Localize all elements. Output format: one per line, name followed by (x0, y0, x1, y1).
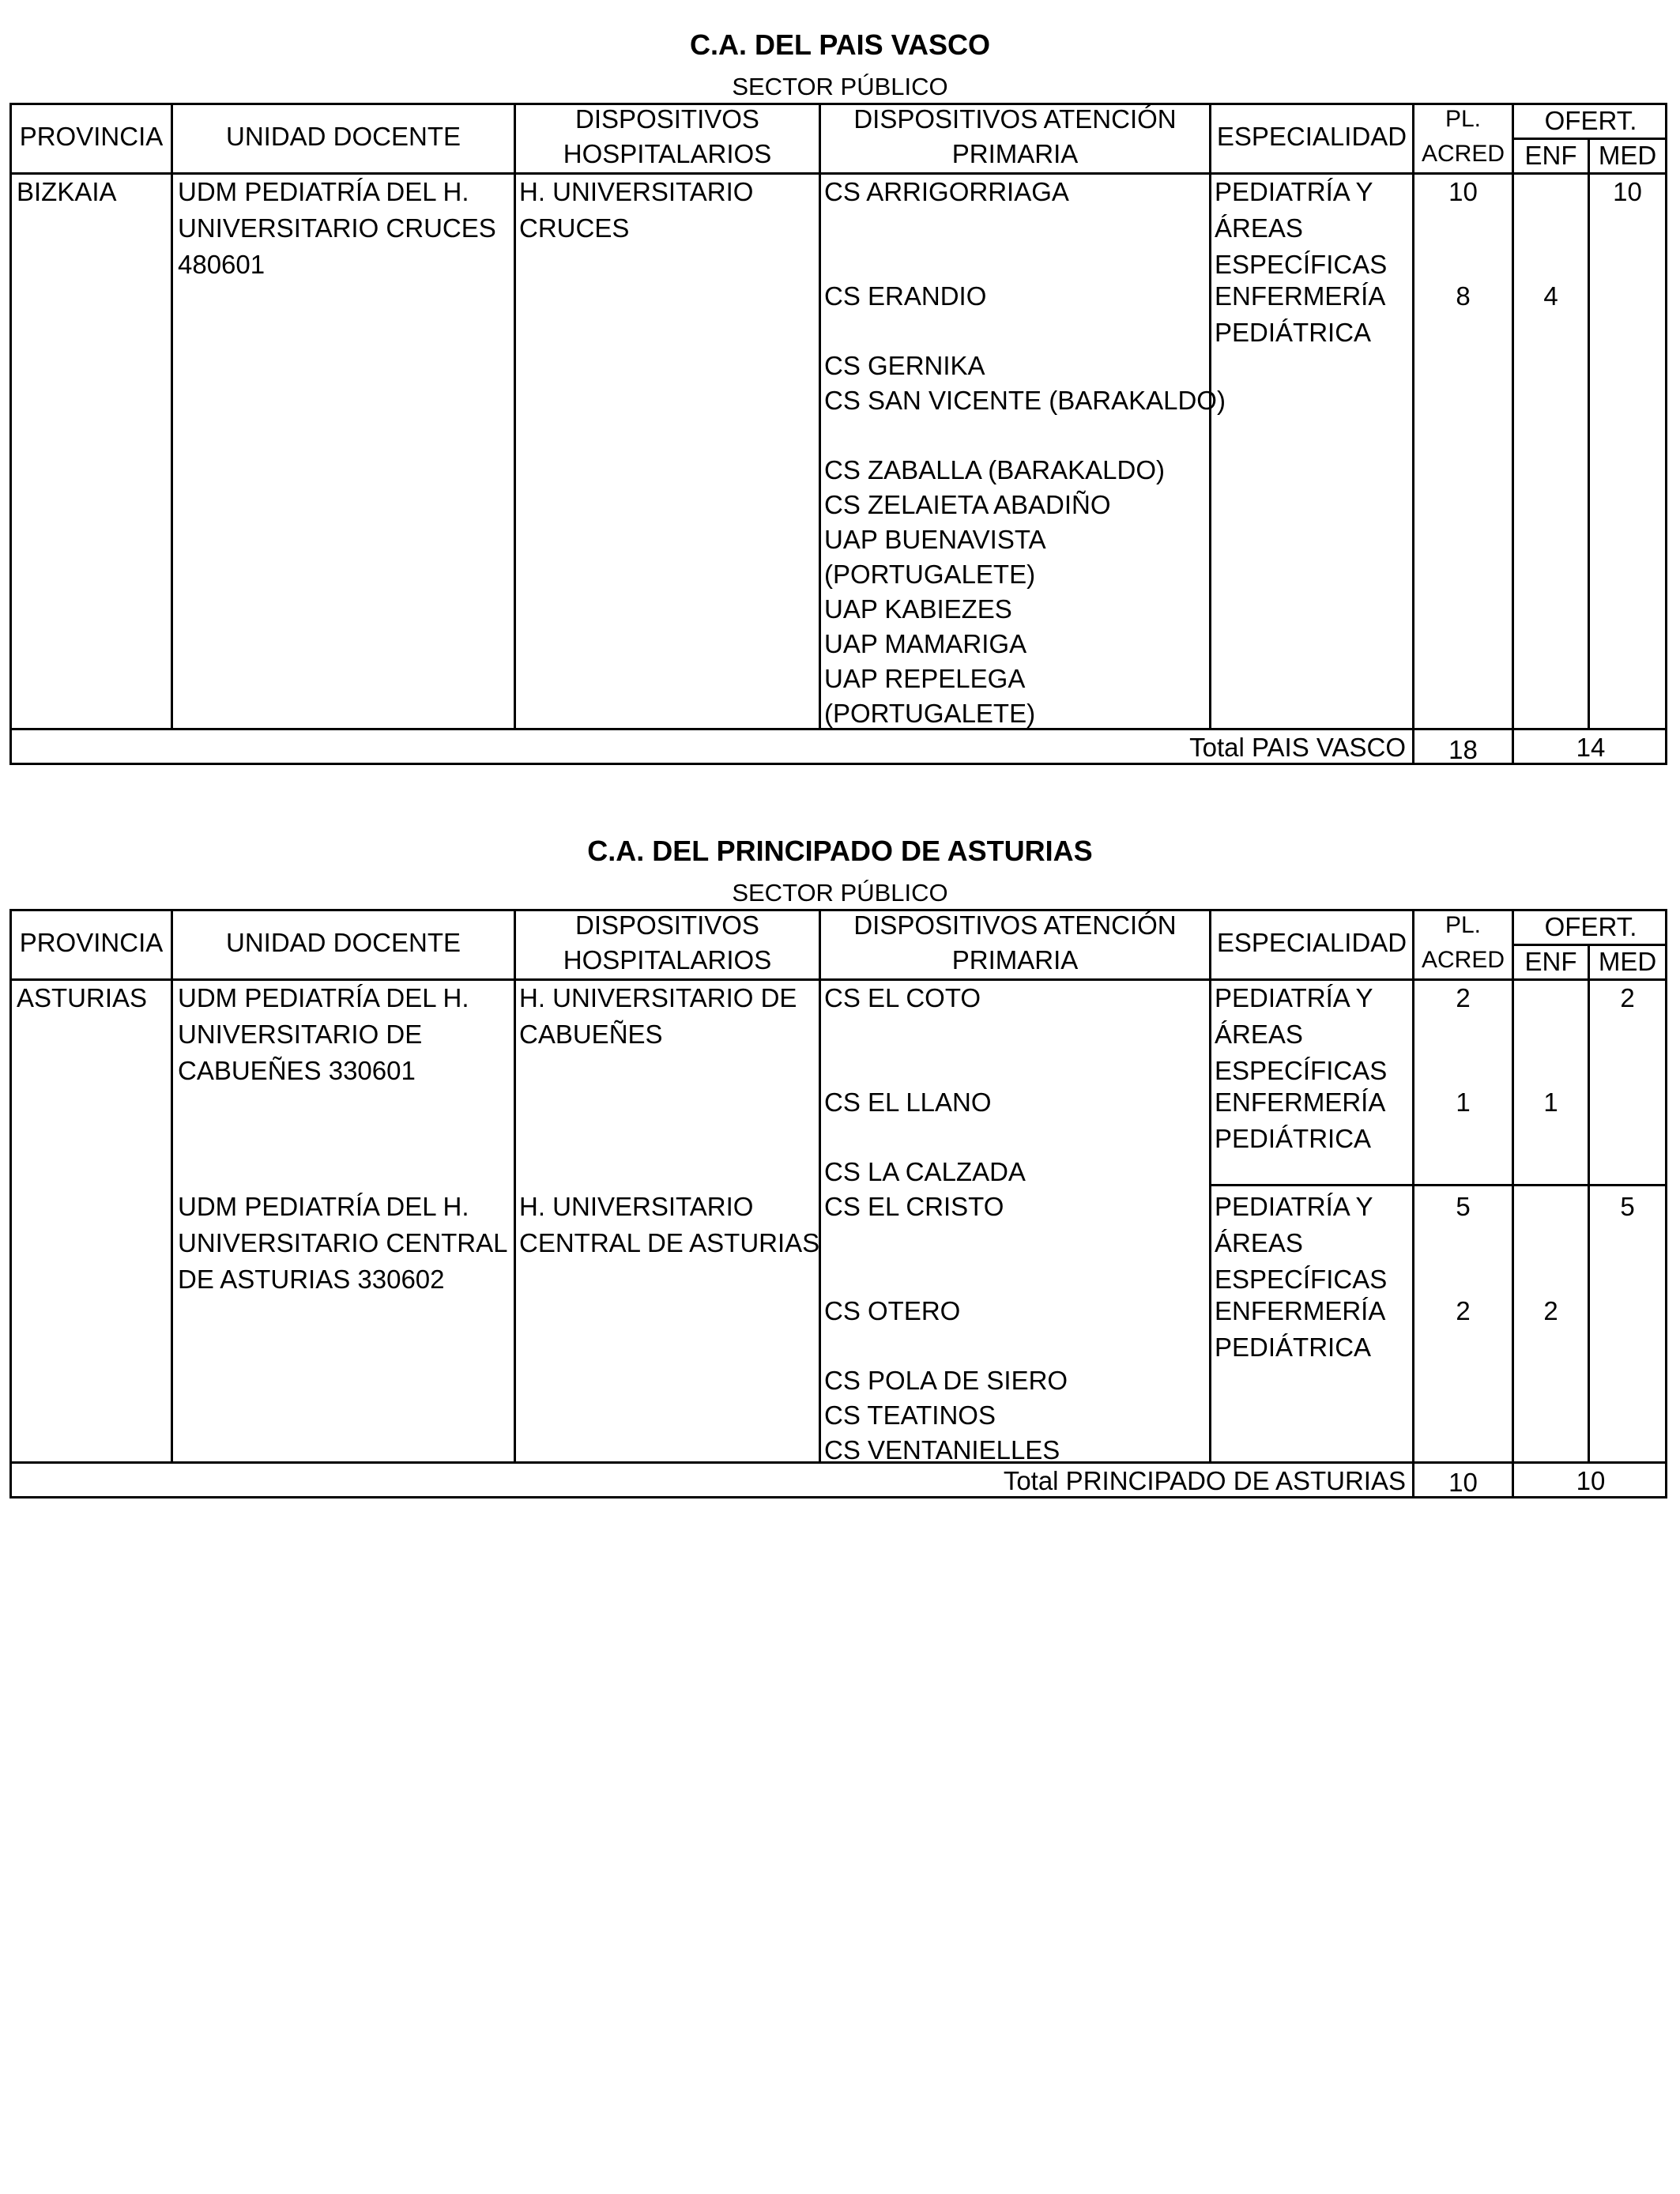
centro-line: CS VENTANIELLES (824, 1435, 1060, 1465)
especialidad-line: ESPECÍFICAS (1215, 1056, 1388, 1085)
enf-acred: 8 (1456, 281, 1471, 311)
centro-line: UAP BUENAVISTA (824, 525, 1046, 554)
header-acred: ACRED (1421, 141, 1505, 167)
especialidad-line: ESPECÍFICAS (1215, 250, 1388, 279)
unidad-line: UNIVERSITARIO DE (178, 1020, 423, 1049)
centro-line: CS EL COTO (824, 983, 981, 1012)
total-acred: 10 (1448, 1468, 1478, 1497)
enf-enf: 1 (1543, 1088, 1558, 1117)
unidad-line: DE ASTURIAS 330602 (178, 1265, 445, 1294)
section-subtitle: SECTOR PÚBLICO (732, 879, 948, 907)
especialidad-line: PEDIATRÍA Y (1215, 177, 1373, 206)
centro-line: CS ZABALLA (BARAKALDO) (824, 455, 1165, 484)
hospital-line: H. UNIVERSITARIO (519, 1192, 754, 1221)
unidad-line: UDM PEDIATRÍA DEL H. (178, 1192, 469, 1221)
table-asturias (9, 909, 1667, 1498)
ped-acred: 10 (1448, 177, 1478, 206)
centro-line: CS ERANDIO (824, 281, 987, 311)
centro-line: UAP MAMARIGA (824, 629, 1027, 658)
header-unidad-docente: UNIDAD DOCENTE (225, 928, 461, 957)
hospital-line: CRUCES (519, 213, 630, 243)
total-ofert: 14 (1576, 733, 1606, 762)
especialidad-line: PEDIÁTRICA (1215, 1124, 1372, 1153)
especialidad-line: PEDIÁTRICA (1215, 1333, 1372, 1362)
unidad-line: UDM PEDIATRÍA DEL H. (178, 983, 469, 1012)
hospital-line: CENTRAL DE ASTURIAS (519, 1228, 820, 1257)
hospital-line: H. UNIVERSITARIO (519, 177, 754, 206)
provincia-cell: BIZKAIA (17, 177, 117, 206)
centro-line: CS SAN VICENTE (BARAKALDO) (824, 386, 1226, 415)
header-ofert: OFERT. (1544, 106, 1637, 135)
total-ofert: 10 (1576, 1466, 1606, 1495)
header-enf: ENF (1524, 141, 1577, 170)
total-label: Total PRINCIPADO DE ASTURIAS (1003, 1466, 1406, 1495)
header-disp-aten-1: DISPOSITIVOS ATENCIÓN (853, 104, 1177, 134)
ped-med: 10 (1613, 177, 1642, 206)
especialidad-line: ENFERMERÍA (1215, 1088, 1386, 1117)
section-title: C.A. DEL PRINCIPADO DE ASTURIAS (587, 835, 1093, 867)
header-especialidad: ESPECIALIDAD (1216, 928, 1407, 957)
especialidad-line: PEDIATRÍA Y (1215, 1192, 1373, 1221)
total-label: Total PAIS VASCO (1189, 733, 1406, 762)
provincia-cell: ASTURIAS (17, 983, 148, 1012)
hospital-line: CABUEÑES (519, 1020, 663, 1049)
header-enf: ENF (1524, 947, 1577, 976)
unidad-line: UNIVERSITARIO CRUCES (178, 213, 496, 243)
header-disp-hosp-2: HOSPITALARIOS (563, 139, 772, 168)
header-disp-aten-2: PRIMARIA (951, 139, 1079, 168)
header-pl: PL. (1445, 106, 1482, 132)
header-acred: ACRED (1421, 947, 1505, 973)
enf-enf: 2 (1543, 1296, 1558, 1325)
centro-line: (PORTUGALETE) (824, 699, 1036, 728)
centro-line: CS EL CRISTO (824, 1192, 1004, 1221)
unidad-line: 480601 (178, 250, 266, 279)
enf-acred: 2 (1456, 1296, 1471, 1325)
total-acred: 18 (1448, 735, 1478, 764)
unidad-line: UDM PEDIATRÍA DEL H. (178, 177, 469, 206)
header-ofert: OFERT. (1544, 912, 1637, 941)
header-provincia: PROVINCIA (19, 122, 164, 151)
especialidad-line: ENFERMERÍA (1215, 1296, 1386, 1325)
hospital-line: H. UNIVERSITARIO DE (519, 983, 797, 1012)
especialidad-line: PEDIÁTRICA (1215, 318, 1372, 347)
centro-line: CS ARRIGORRIAGA (824, 177, 1069, 206)
centro-line: CS POLA DE SIERO (824, 1366, 1068, 1395)
ped-acred: 5 (1456, 1192, 1471, 1221)
centro-line: UAP KABIEZES (824, 594, 1012, 624)
section-title: C.A. DEL PAIS VASCO (689, 28, 991, 61)
header-disp-hosp-1: DISPOSITIVOS (575, 104, 759, 134)
centro-line: CS EL LLANO (824, 1088, 992, 1117)
header-med: MED (1598, 141, 1657, 170)
header-med: MED (1598, 947, 1657, 976)
header-provincia: PROVINCIA (19, 928, 164, 957)
header-disp-hosp-2: HOSPITALARIOS (563, 945, 772, 974)
centro-line: (PORTUGALETE) (824, 560, 1036, 589)
especialidad-line: ESPECÍFICAS (1215, 1265, 1388, 1294)
header-especialidad: ESPECIALIDAD (1216, 122, 1407, 151)
especialidad-line: ÁREAS (1215, 1228, 1303, 1257)
header-unidad-docente: UNIDAD DOCENTE (225, 122, 461, 151)
header-disp-aten-1: DISPOSITIVOS ATENCIÓN (853, 910, 1177, 940)
header-pl: PL. (1445, 912, 1482, 938)
centro-line: CS GERNIKA (824, 351, 985, 380)
enf-acred: 1 (1456, 1088, 1471, 1117)
centro-line: CS LA CALZADA (824, 1157, 1026, 1186)
especialidad-line: ENFERMERÍA (1215, 281, 1386, 311)
ped-med: 2 (1620, 983, 1635, 1012)
ped-acred: 2 (1456, 983, 1471, 1012)
especialidad-line: PEDIATRÍA Y (1215, 983, 1373, 1012)
header-disp-hosp-1: DISPOSITIVOS (575, 910, 759, 940)
section-subtitle: SECTOR PÚBLICO (732, 73, 948, 100)
unidad-line: CABUEÑES 330601 (178, 1056, 416, 1085)
enf-enf: 4 (1543, 281, 1558, 311)
centro-line: CS ZELAIETA ABADIÑO (824, 490, 1111, 519)
centro-line: CS OTERO (824, 1296, 961, 1325)
especialidad-line: ÁREAS (1215, 213, 1303, 243)
especialidad-line: ÁREAS (1215, 1020, 1303, 1049)
table-pais-vasco (9, 103, 1667, 765)
centro-line: CS TEATINOS (824, 1400, 996, 1430)
unidad-line: UNIVERSITARIO CENTRAL (178, 1228, 508, 1257)
header-disp-aten-2: PRIMARIA (951, 945, 1079, 974)
centro-line: UAP REPELEGA (824, 664, 1026, 693)
ped-med: 5 (1620, 1192, 1635, 1221)
